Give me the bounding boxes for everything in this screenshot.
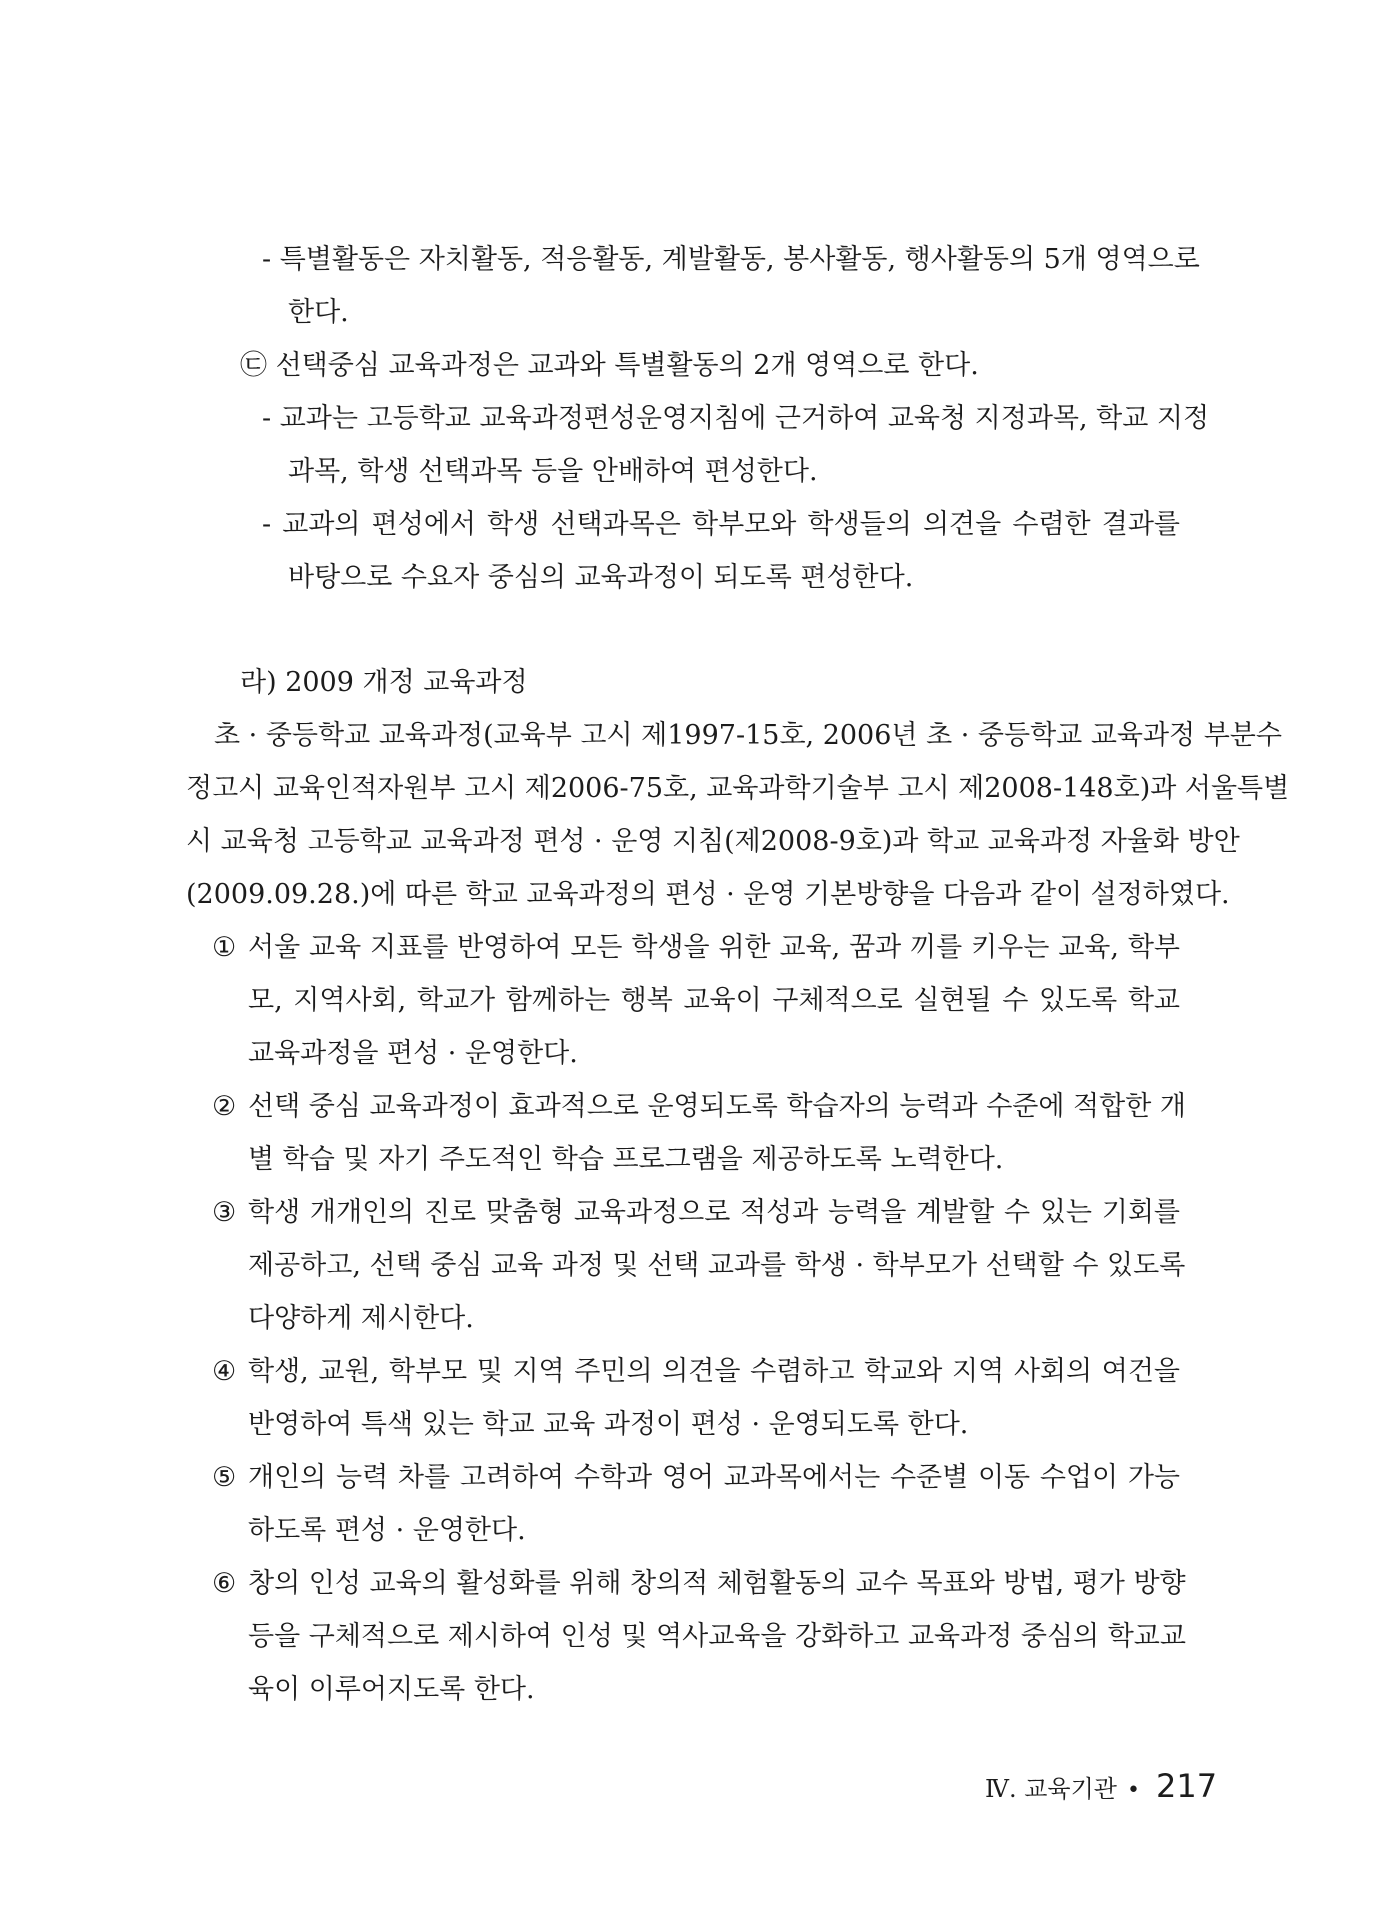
text-line: - 교과는 고등학교 교육과정편성운영지침에 근거하여 교육청 지정과목, 학교 지정 [262, 403, 1210, 434]
text-line: - 특별활동은 자치활동, 적응활동, 계발활동, 봉사활동, 행사활동의 5개 영역으로 [262, 244, 1200, 275]
item-line: 개인의 능력 차를 고려하여 수학과 영어 교과목에서는 수준별 이동 수업이 가능 [248, 1462, 1180, 1493]
item-line: 모, 지역사회, 학교가 함께하는 행복 교육이 구체적으로 실현될 수 있도록 학교 [248, 985, 1180, 1016]
item-line: 제공하고, 선택 중심 교육 과정 및 선택 교과를 학생 · 학부모가 선택할 수 있도록 [248, 1250, 1186, 1281]
item-line: 하도록 편성 · 운영한다. [248, 1515, 526, 1546]
chapter-label: Ⅳ. 교육기관 [985, 1775, 1117, 1803]
item-line: 선택 중심 교육과정이 효과적으로 운영되도록 학습자의 능력과 수준에 적합한 개 [248, 1091, 1186, 1122]
item-marker: ② [212, 1091, 237, 1122]
item-line: 다양하게 제시한다. [248, 1303, 474, 1334]
item-line: 교육과정을 편성 · 운영한다. [248, 1038, 578, 1069]
page-number: 217 [1155, 1767, 1218, 1805]
paragraph-line: 초 · 중등학교 교육과정(교육부 고시 제1997-15호, 2006년 초 · 중등학교 교육과정 부분수 [214, 720, 1282, 751]
item-line: 육이 이루어지도록 한다. [248, 1674, 535, 1705]
item-line: 반영하여 특색 있는 학교 교육 과정이 편성 · 운영되도록 한다. [248, 1409, 969, 1440]
text-line: - 교과의 편성에서 학생 선택과목은 학부모와 학생들의 의견을 수렴한 결과를 [262, 509, 1181, 540]
paragraph-line: 시 교육청 고등학교 교육과정 편성 · 운영 지침(제2008-9호)과 학교 교육과정 자율화 방안 [186, 826, 1240, 857]
item-marker: ④ [212, 1356, 237, 1387]
text-line: 한다. [288, 297, 349, 328]
text-line: 바탕으로 수요자 중심의 교육과정이 되도록 편성한다. [288, 562, 914, 593]
item-marker: ⑥ [212, 1568, 237, 1599]
item-line: 등을 구체적으로 제시하여 인성 및 역사교육을 강화하고 교육과정 중심의 학교교 [248, 1621, 1186, 1652]
item-line: 학생 개개인의 진로 맞춤형 교육과정으로 적성과 능력을 계발할 수 있는 기회를 [248, 1197, 1180, 1228]
footer-bullet: • [1126, 1778, 1140, 1803]
text-line: 과목, 학생 선택과목 등을 안배하여 편성한다. [288, 456, 818, 487]
section-heading: 라) 2009 개정 교육과정 [240, 667, 528, 698]
item-line: 학생, 교원, 학부모 및 지역 주민의 의견을 수렴하고 학교와 지역 사회의 여건을 [248, 1356, 1180, 1387]
item-marker: ③ [212, 1197, 237, 1228]
item-marker: ⑤ [212, 1462, 237, 1493]
text-line: ㉢ 선택중심 교육과정은 교과와 특별활동의 2개 영역으로 한다. [240, 350, 979, 381]
item-line: 창의 인성 교육의 활성화를 위해 창의적 체험활동의 교수 목표와 방법, 평가 방향 [248, 1568, 1186, 1599]
item-line: 별 학습 및 자기 주도적인 학습 프로그램을 제공하도록 노력한다. [248, 1144, 1004, 1175]
item-marker: ① [212, 932, 237, 963]
item-line: 서울 교육 지표를 반영하여 모든 학생을 위한 교육, 꿈과 끼를 키우는 교육, 학부 [248, 932, 1180, 963]
page-footer [985, 1767, 1218, 1809]
paragraph-line: (2009.09.28.)에 따른 학교 교육과정의 편성 · 운영 기본방향을 다음과 같이 설정하였다. [186, 879, 1230, 910]
paragraph-line: 정고시 교육인적자원부 고시 제2006-75호, 교육과학기술부 고시 제2008-148호)과 서울특별 [186, 773, 1290, 804]
